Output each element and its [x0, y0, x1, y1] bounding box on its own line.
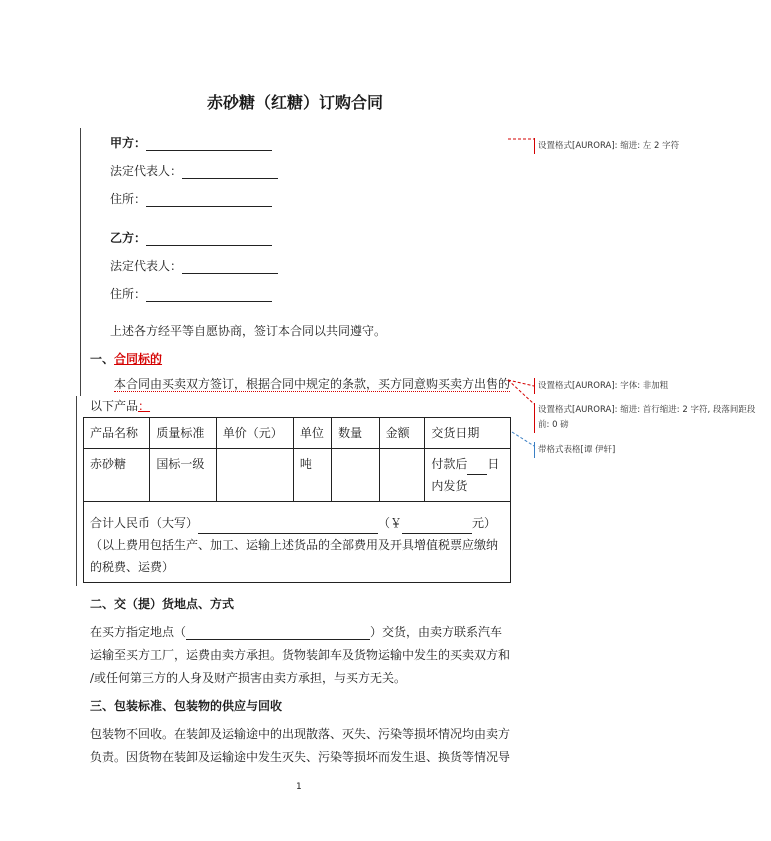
comment-balloon[interactable]: 带格式表格[谭 伊轩]	[538, 445, 616, 455]
total-line: 合计人民币（大写） （￥ 元）	[90, 512, 504, 534]
comment-balloon[interactable]: 设置格式[AURORA]: 缩进: 左 2 字符	[538, 141, 680, 151]
intro-paragraph: 上述各方经平等自愿协商，签订本合同以共同遵守。	[110, 324, 387, 338]
section-1-para-line-1: 本合同由买卖双方签订，根据合同中规定的条款，买方同意购买卖方出售的	[114, 377, 511, 391]
address-label: 住所：	[110, 192, 147, 206]
section-2-line-3: /或任何第三方的人身及财产损害由卖方承担，与买方无关。	[90, 671, 407, 685]
table-header-cell: 单位	[293, 418, 331, 449]
comment-marker	[534, 442, 535, 458]
connector-line	[512, 432, 534, 446]
table-cell: 吨	[293, 449, 331, 502]
table-cell: 国标一级	[150, 449, 216, 502]
page-number: 1	[296, 782, 302, 792]
table-header-cell: 金额	[379, 418, 425, 449]
comment-marker	[534, 378, 535, 394]
section-2-line-1: 在买方指定地点（ ）交货，由卖方联系汽车	[90, 625, 503, 639]
section-3-line-1: 包装物不回收。在装卸及运输途中的出现散落、灭失、污染等损坏情况均由卖方	[90, 727, 511, 741]
section-1-title: 合同标的	[114, 352, 163, 366]
total-note: （以上费用包括生产、加工、运输上述货品的全部费用及开具增值税票应缴纳的税费、运费）	[90, 538, 499, 574]
table-header-cell: 数量	[332, 418, 380, 449]
connector-line	[508, 380, 534, 404]
delivery-date-cell: 付款后 日内发货	[425, 449, 511, 502]
section-2-line-2: 运输至买方工厂，运费由卖方承担。货物装卸车及货物运输中发生的买卖双方和	[90, 648, 511, 662]
section-2-heading: 二、交（提）货地点、方式	[90, 597, 235, 611]
table-header-cell: 产品名称	[84, 418, 150, 449]
document-title: 赤砂糖（红糖）订购合同	[206, 93, 383, 112]
comment-balloon[interactable]: 设置格式[AURORA]: 缩进: 首行缩进: 2 字符, 段落间距段前: 0 磅	[538, 405, 756, 430]
party-b-label: 乙方：	[110, 231, 147, 245]
table-header-cell: 交货日期	[425, 418, 511, 449]
address-label: 住所：	[110, 287, 147, 301]
legal-rep-label: 法定代表人：	[110, 164, 183, 178]
connector-line	[508, 380, 534, 386]
section-1-para-line-2: 以下产品：	[90, 399, 151, 413]
table-header-cell: 质量标准	[150, 418, 216, 449]
comment-balloon[interactable]: 设置格式[AURORA]: 字体: 非加粗	[538, 381, 669, 391]
comment-marker	[534, 403, 535, 433]
party-a-label: 甲方：	[110, 136, 147, 150]
legal-rep-label: 法定代表人：	[110, 259, 183, 273]
section-3-heading: 三、包装标准、包装物的供应与回收	[90, 699, 283, 713]
section-1-number: 一、	[90, 352, 115, 366]
section-3-line-2: 负责。因货物在装卸及运输途中发生灭失、污染等损坏而发生退、换货等情况导	[90, 750, 511, 764]
table-cell: 赤砂糖	[84, 449, 150, 502]
table-header-cell: 单价（元）	[216, 418, 293, 449]
comment-marker	[534, 138, 535, 154]
